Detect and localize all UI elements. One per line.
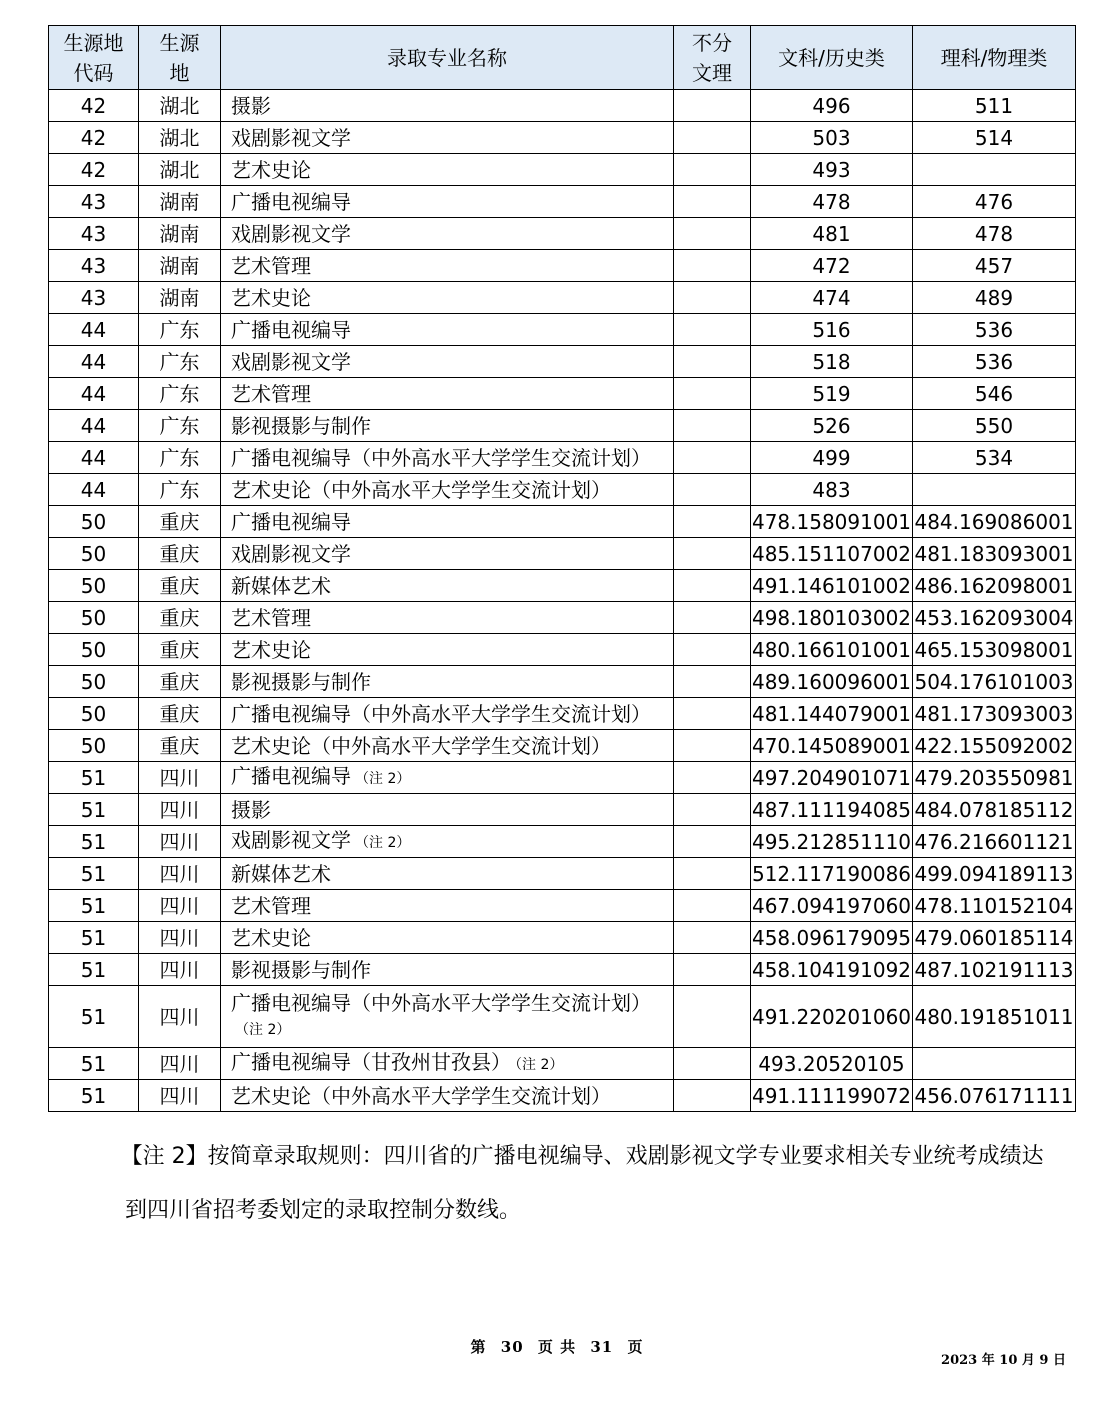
- cell-no-split: [674, 90, 751, 122]
- table-row: [49, 538, 1076, 570]
- cell-arts-score: 458.096179095: [751, 922, 913, 954]
- cell-code: 44: [49, 346, 139, 378]
- cell-arts-score: 467.094197060: [751, 890, 913, 922]
- table-row: [49, 954, 1076, 986]
- cell-science-score: 499.094189113: [913, 858, 1076, 890]
- cell-code: 50: [49, 698, 139, 730]
- cell-code: 50: [49, 602, 139, 634]
- cell-code: 44: [49, 410, 139, 442]
- cell-code: 43: [49, 218, 139, 250]
- table-row: [49, 90, 1076, 122]
- cell-code: 42: [49, 154, 139, 186]
- cell-code: 51: [49, 762, 139, 794]
- cell-origin: 四川: [139, 890, 221, 922]
- header-origin: 生源 地: [139, 26, 221, 90]
- cell-code: 44: [49, 378, 139, 410]
- cell-origin: 四川: [139, 794, 221, 826]
- cell-science-score: [913, 474, 1076, 506]
- cell-no-split: [674, 602, 751, 634]
- major-name: 艺术史论: [231, 637, 311, 662]
- cell-major: [221, 954, 674, 986]
- table-row: [49, 922, 1076, 954]
- cell-code: 51: [49, 986, 139, 1048]
- cell-major: [221, 794, 674, 826]
- cell-origin: 湖南: [139, 218, 221, 250]
- table-row: [49, 186, 1076, 218]
- cell-no-split: [674, 442, 751, 474]
- cell-science-score: 457: [913, 250, 1076, 282]
- table-row: [49, 858, 1076, 890]
- major-name: 戏剧影视文学: [231, 541, 351, 566]
- cell-science-score: 480.191851011: [913, 986, 1076, 1048]
- cell-no-split: [674, 890, 751, 922]
- cell-no-split: [674, 666, 751, 698]
- major-name: 摄影: [231, 93, 271, 118]
- cell-origin: 重庆: [139, 538, 221, 570]
- cell-arts-score: 493: [751, 154, 913, 186]
- table-row: [49, 506, 1076, 538]
- cell-no-split: [674, 314, 751, 346]
- cell-science-score: 487.102191113: [913, 954, 1076, 986]
- cell-no-split: [674, 698, 751, 730]
- major-name: 艺术管理: [231, 893, 311, 918]
- cell-science-score: 550: [913, 410, 1076, 442]
- table-row: [49, 218, 1076, 250]
- cell-arts-score: 518: [751, 346, 913, 378]
- cell-no-split: [674, 154, 751, 186]
- major-name: 戏剧影视文学: [231, 221, 351, 246]
- cell-origin: 广东: [139, 474, 221, 506]
- cell-major: [221, 346, 674, 378]
- cell-no-split: [674, 506, 751, 538]
- cell-code: 50: [49, 506, 139, 538]
- cell-no-split: [674, 538, 751, 570]
- cell-origin: 重庆: [139, 634, 221, 666]
- major-name: 影视摄影与制作: [231, 413, 371, 438]
- cell-code: 51: [49, 890, 139, 922]
- cell-origin: 重庆: [139, 730, 221, 762]
- major-name: 艺术史论: [231, 157, 311, 182]
- cell-origin: 四川: [139, 762, 221, 794]
- cell-major: [221, 314, 674, 346]
- cell-code: 44: [49, 474, 139, 506]
- cell-major: [221, 730, 674, 762]
- cell-major: [221, 634, 674, 666]
- cell-major: [221, 378, 674, 410]
- cell-science-score: 456.076171111: [913, 1080, 1076, 1112]
- cell-major: [221, 858, 674, 890]
- cell-science-score: 453.162093004: [913, 602, 1076, 634]
- major-name: 戏剧影视文学: [231, 349, 351, 374]
- cell-major: [221, 506, 674, 538]
- cell-arts-score: 503: [751, 122, 913, 154]
- cell-major: [221, 442, 674, 474]
- cell-science-score: 486.162098001: [913, 570, 1076, 602]
- footnote-text: 按简章录取规则：四川省的广播电视编导、戏剧影视文学专业要求相关专业统考成绩达到四川省招考委划定的录取控制分数线。: [125, 1144, 1044, 1223]
- cell-origin: 四川: [139, 954, 221, 986]
- cell-major: [221, 602, 674, 634]
- major-name: 艺术史论（中外高水平大学学生交流计划）: [231, 733, 611, 758]
- cell-major: [221, 826, 674, 858]
- major-name: 新媒体艺术: [231, 861, 331, 886]
- cell-major: [221, 410, 674, 442]
- table-row: [49, 314, 1076, 346]
- cell-arts-score: 489.160096001: [751, 666, 913, 698]
- footnote: [120, 1130, 1065, 1238]
- cell-science-score: 484.078185112: [913, 794, 1076, 826]
- cell-origin: 四川: [139, 922, 221, 954]
- table-row: [49, 410, 1076, 442]
- cell-code: 50: [49, 666, 139, 698]
- cell-major: [221, 1048, 674, 1080]
- cell-no-split: [674, 762, 751, 794]
- major-name: 艺术史论（中外高水平大学学生交流计划）: [231, 477, 611, 502]
- cell-origin: 重庆: [139, 698, 221, 730]
- cell-science-score: 481.183093001: [913, 538, 1076, 570]
- cell-arts-score: 512.117190086: [751, 858, 913, 890]
- header-code: 生源地 代码: [49, 26, 139, 90]
- cell-origin: 四川: [139, 826, 221, 858]
- cell-no-split: [674, 122, 751, 154]
- cell-no-split: [674, 794, 751, 826]
- header-science: 理科/物理类: [913, 26, 1076, 90]
- cell-arts-score: 526: [751, 410, 913, 442]
- cell-major: [221, 570, 674, 602]
- cell-no-split: [674, 634, 751, 666]
- document-date: 2023 年 10 月 9 日: [941, 1353, 1066, 1368]
- cell-no-split: [674, 282, 751, 314]
- cell-origin: 四川: [139, 1048, 221, 1080]
- cell-arts-score: 485.151107002: [751, 538, 913, 570]
- cell-arts-score: 474: [751, 282, 913, 314]
- admissions-table: [48, 25, 1076, 1112]
- cell-major: [221, 762, 674, 794]
- cell-origin: 湖北: [139, 90, 221, 122]
- table-row: [49, 570, 1076, 602]
- table-row: [49, 378, 1076, 410]
- cell-science-score: 481.173093003: [913, 698, 1076, 730]
- cell-code: 51: [49, 1080, 139, 1112]
- header-no-split: 不分 文理: [674, 26, 751, 90]
- cell-arts-score: 495.212851110: [751, 826, 913, 858]
- cell-code: 50: [49, 730, 139, 762]
- cell-major: [221, 890, 674, 922]
- cell-no-split: [674, 954, 751, 986]
- cell-no-split: [674, 570, 751, 602]
- header-major: 录取专业名称: [221, 26, 674, 90]
- major-name: 影视摄影与制作: [231, 957, 371, 982]
- cell-science-score: 422.155092002: [913, 730, 1076, 762]
- major-name: 影视摄影与制作: [231, 669, 371, 694]
- cell-code: 50: [49, 538, 139, 570]
- cell-arts-score: 472: [751, 250, 913, 282]
- cell-origin: 广东: [139, 410, 221, 442]
- cell-arts-score: 480.166101001: [751, 634, 913, 666]
- table-row: [49, 602, 1076, 634]
- cell-major: [221, 186, 674, 218]
- table-row: [49, 282, 1076, 314]
- major-name: 广播电视编导: [231, 509, 351, 534]
- major-name: 广播电视编导: [231, 317, 351, 342]
- cell-arts-score: 519: [751, 378, 913, 410]
- major-name: 广播电视编导（中外高水平大学学生交流计划）: [231, 991, 651, 1015]
- table-row: [49, 730, 1076, 762]
- cell-science-score: 536: [913, 346, 1076, 378]
- cell-arts-score: 491.220201060: [751, 986, 913, 1048]
- table-row: [49, 442, 1076, 474]
- cell-origin: 四川: [139, 1080, 221, 1112]
- cell-major: [221, 538, 674, 570]
- table-row: [49, 698, 1076, 730]
- note-reference: （注 2）: [355, 835, 411, 851]
- cell-origin: 重庆: [139, 666, 221, 698]
- cell-no-split: [674, 1048, 751, 1080]
- page-prefix: 第: [470, 1338, 487, 1356]
- cell-major: [221, 218, 674, 250]
- table-row: [49, 474, 1076, 506]
- cell-code: 51: [49, 922, 139, 954]
- cell-major: [221, 1080, 674, 1112]
- cell-arts-score: 478.158091001: [751, 506, 913, 538]
- cell-code: 51: [49, 954, 139, 986]
- major-name: 艺术史论: [231, 925, 311, 950]
- table-row: [49, 1080, 1076, 1112]
- cell-arts-score: 496: [751, 90, 913, 122]
- cell-science-score: 479.060185114: [913, 922, 1076, 954]
- cell-no-split: [674, 826, 751, 858]
- table-row: [49, 762, 1076, 794]
- cell-code: 51: [49, 794, 139, 826]
- table-row: [49, 890, 1076, 922]
- cell-no-split: [674, 378, 751, 410]
- cell-major: [221, 474, 674, 506]
- cell-arts-score: 487.111194085: [751, 794, 913, 826]
- cell-origin: 广东: [139, 378, 221, 410]
- cell-code: 42: [49, 90, 139, 122]
- cell-arts-score: 481: [751, 218, 913, 250]
- cell-arts-score: 458.104191092: [751, 954, 913, 986]
- cell-science-score: 478.110152104: [913, 890, 1076, 922]
- cell-major: [221, 282, 674, 314]
- cell-science-score: 476.216601121: [913, 826, 1076, 858]
- cell-science-score: 478: [913, 218, 1076, 250]
- cell-code: 50: [49, 634, 139, 666]
- cell-no-split: [674, 1080, 751, 1112]
- major-name: 广播电视编导（甘孜州甘孜县）: [231, 1050, 511, 1074]
- table-row: [49, 250, 1076, 282]
- cell-major: [221, 666, 674, 698]
- cell-major: [221, 698, 674, 730]
- cell-arts-score: 516: [751, 314, 913, 346]
- cell-no-split: [674, 346, 751, 378]
- note-reference: （注 2）: [235, 1022, 291, 1038]
- cell-code: 50: [49, 570, 139, 602]
- major-name: 艺术管理: [231, 605, 311, 630]
- cell-no-split: [674, 410, 751, 442]
- cell-origin: 广东: [139, 442, 221, 474]
- cell-no-split: [674, 250, 751, 282]
- cell-origin: 湖北: [139, 154, 221, 186]
- cell-major: [221, 986, 674, 1048]
- cell-major: [221, 922, 674, 954]
- cell-science-score: 536: [913, 314, 1076, 346]
- page-total: 31: [590, 1338, 614, 1356]
- cell-arts-score: 481.144079001: [751, 698, 913, 730]
- cell-origin: 湖北: [139, 122, 221, 154]
- cell-no-split: [674, 986, 751, 1048]
- cell-origin: 四川: [139, 986, 221, 1048]
- cell-code: 44: [49, 314, 139, 346]
- cell-origin: 重庆: [139, 602, 221, 634]
- cell-origin: 重庆: [139, 506, 221, 538]
- cell-code: 44: [49, 442, 139, 474]
- major-name: 新媒体艺术: [231, 573, 331, 598]
- major-name: 艺术史论: [231, 285, 311, 310]
- cell-origin: 广东: [139, 346, 221, 378]
- cell-science-score: 476: [913, 186, 1076, 218]
- table-row: [49, 826, 1076, 858]
- cell-origin: 湖南: [139, 282, 221, 314]
- cell-science-score: 465.153098001: [913, 634, 1076, 666]
- cell-major: [221, 122, 674, 154]
- cell-code: 43: [49, 186, 139, 218]
- cell-arts-score: 470.145089001: [751, 730, 913, 762]
- table-row: [49, 154, 1076, 186]
- cell-arts-score: 497.204901071: [751, 762, 913, 794]
- table-row: [49, 346, 1076, 378]
- table-row: [49, 986, 1076, 1048]
- cell-science-score: 484.169086001: [913, 506, 1076, 538]
- cell-code: 42: [49, 122, 139, 154]
- cell-code: 43: [49, 250, 139, 282]
- cell-arts-score: 498.180103002: [751, 602, 913, 634]
- cell-arts-score: 483: [751, 474, 913, 506]
- cell-arts-score: 478: [751, 186, 913, 218]
- cell-major: [221, 90, 674, 122]
- cell-science-score: 479.203550981: [913, 762, 1076, 794]
- major-name: 艺术管理: [231, 253, 311, 278]
- page-suffix: 页: [627, 1338, 644, 1356]
- cell-origin: 湖南: [139, 186, 221, 218]
- table-body: [49, 90, 1076, 1112]
- major-name: 广播电视编导（中外高水平大学学生交流计划）: [231, 701, 651, 726]
- cell-no-split: [674, 922, 751, 954]
- major-name: 广播电视编导: [231, 189, 351, 214]
- cell-science-score: [913, 154, 1076, 186]
- cell-arts-score: 499: [751, 442, 913, 474]
- cell-science-score: 546: [913, 378, 1076, 410]
- cell-science-score: 511: [913, 90, 1076, 122]
- cell-origin: 湖南: [139, 250, 221, 282]
- table-row: [49, 1048, 1076, 1080]
- cell-science-score: 534: [913, 442, 1076, 474]
- table-header-row: [49, 26, 1076, 90]
- cell-arts-score: 493.20520105: [751, 1048, 913, 1080]
- major-name: 广播电视编导: [231, 764, 351, 788]
- major-name: 艺术管理: [231, 381, 311, 406]
- note-reference: （注 2）: [515, 1057, 564, 1073]
- table-row: [49, 666, 1076, 698]
- cell-arts-score: 491.146101002: [751, 570, 913, 602]
- cell-origin: 四川: [139, 858, 221, 890]
- cell-code: 43: [49, 282, 139, 314]
- table-row: [49, 634, 1076, 666]
- footnote-label: 【注 2】: [120, 1144, 208, 1169]
- cell-science-score: [913, 1048, 1076, 1080]
- cell-code: 51: [49, 858, 139, 890]
- cell-no-split: [674, 474, 751, 506]
- cell-science-score: 514: [913, 122, 1076, 154]
- note-reference: （注 2）: [355, 771, 411, 787]
- major-name: 艺术史论（中外高水平大学学生交流计划）: [231, 1083, 611, 1108]
- major-name: 广播电视编导（中外高水平大学学生交流计划）: [231, 445, 651, 470]
- cell-origin: 重庆: [139, 570, 221, 602]
- cell-code: 51: [49, 1048, 139, 1080]
- cell-science-score: 489: [913, 282, 1076, 314]
- cell-origin: 广东: [139, 314, 221, 346]
- table-row: [49, 794, 1076, 826]
- header-arts: 文科/历史类: [751, 26, 913, 90]
- cell-major: [221, 154, 674, 186]
- major-name: 摄影: [231, 797, 271, 822]
- cell-no-split: [674, 858, 751, 890]
- cell-no-split: [674, 218, 751, 250]
- cell-arts-score: 491.111199072: [751, 1080, 913, 1112]
- page-current: 30: [500, 1338, 524, 1356]
- cell-no-split: [674, 186, 751, 218]
- page-middle: 页 共: [537, 1338, 577, 1356]
- cell-no-split: [674, 730, 751, 762]
- cell-science-score: 504.176101003: [913, 666, 1076, 698]
- cell-major: [221, 250, 674, 282]
- major-name: 戏剧影视文学: [231, 828, 351, 852]
- major-name: 戏剧影视文学: [231, 125, 351, 150]
- table-row: [49, 122, 1076, 154]
- cell-code: 51: [49, 826, 139, 858]
